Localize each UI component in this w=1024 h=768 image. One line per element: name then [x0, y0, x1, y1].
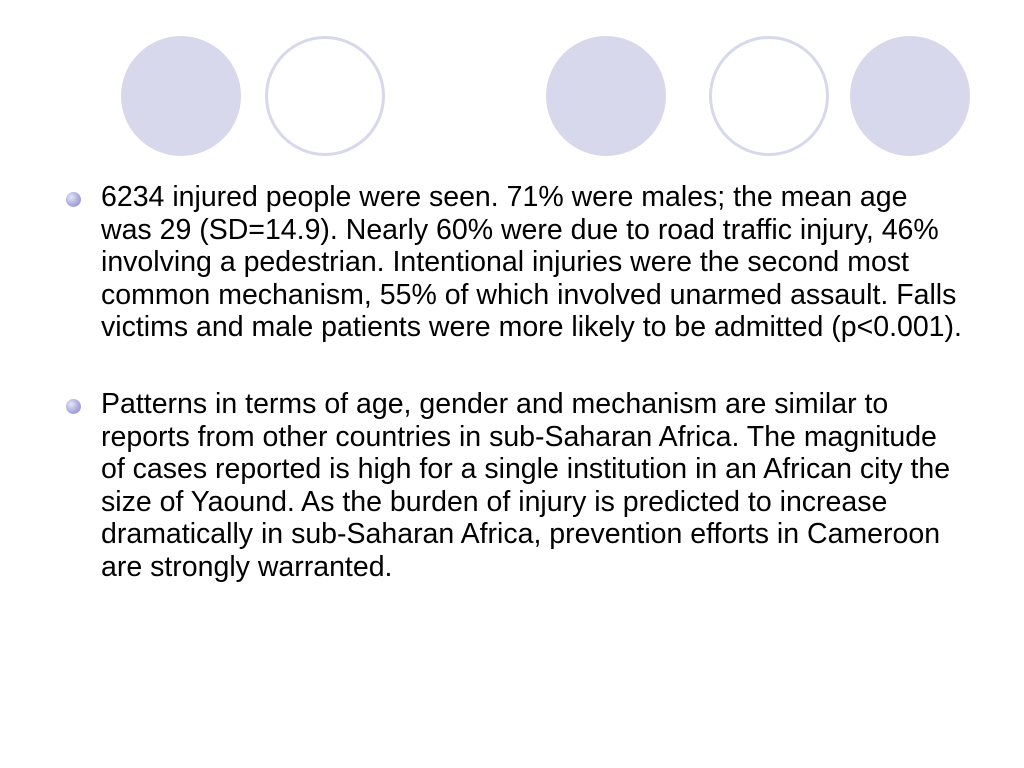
bullet-text: 6234 injured people were seen. 71% were males; the mean age was 29 (SD=14.9). Nearly 60% were due to road traffic injury, 46% involving a pedestrian. Intentional injuries were the second most common mechanism, 55% of which involved unarmed assault. Falls victims and male patients were more likely to be admitted (p<0.001). [101, 181, 962, 344]
bullet-dot-icon [66, 399, 81, 414]
decorative-circle-outline [709, 36, 829, 156]
decorative-circle-filled [546, 36, 666, 156]
bullet-dot-icon [66, 192, 81, 207]
decorative-circle-filled [850, 36, 970, 156]
bullet-item-conclusion [66, 388, 966, 584]
decorative-circle-outline [265, 36, 385, 156]
decorative-circle-filled [121, 36, 241, 156]
bullet-item-results [66, 181, 966, 344]
bullet-text: Patterns in terms of age, gender and mechanism are similar to reports from other countries in sub-Saharan Africa. The magnitude of cases reported is high for a single institution in an African city the size of Yaound. As the burden of injury is predicted to increase dramatically in sub-Saharan Africa, prevention efforts in Cameroon are strongly warranted. [101, 387, 951, 583]
bullet-list [66, 181, 966, 584]
